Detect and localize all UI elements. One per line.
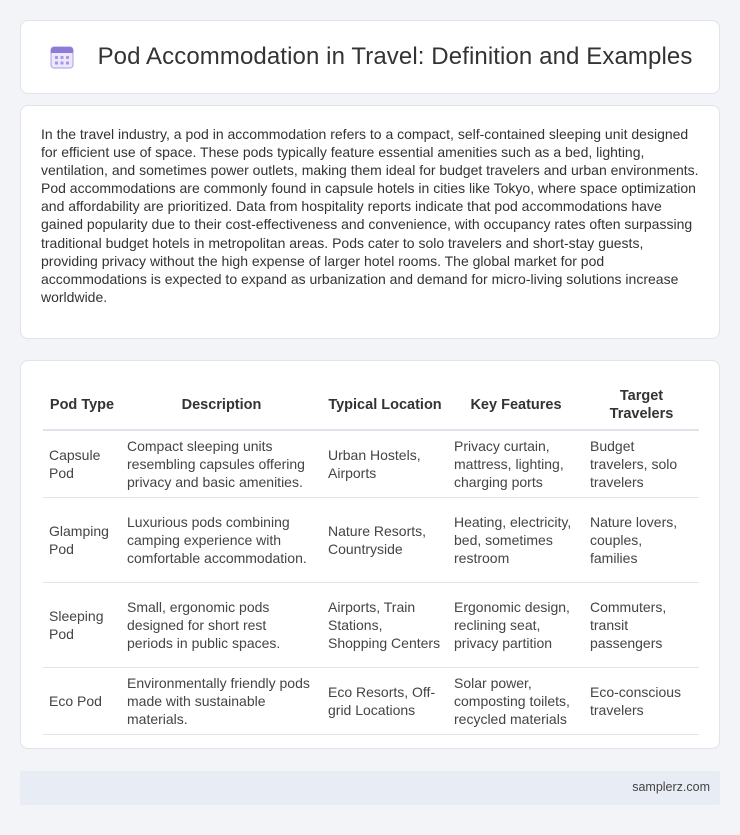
pod-types-table [43, 381, 699, 735]
intro-paragraph: In the travel industry, a pod in accommodation refers to a compact, self-contained sleeping unit designed for efficient use of space. These pods typically feature essential amenities such as a bed, lighting, ventilation, and sometimes power outlets, making them ideal for budget travelers and urban environments. Pod accommodations are commonly found in capsule hotels in cities like Tokyo, where space optimization and affordability are prioritized. Data from hospitality reports indicate that pod accommodations have gained popularity due to their cost-effectiveness and convenience, with occupancy rates often surpassing traditional budget hotels in metropolitan areas. Pods cater to solo travelers and short-stay guests, providing privacy without the high expense of larger hotel rooms. The global market for pod accommodations is expected to expand as urbanization and demand for micro-living solutions increase worldwide. [41, 126, 699, 305]
column-header: Key Features [448, 381, 584, 430]
title-card [20, 20, 720, 94]
table-row [43, 667, 699, 734]
column-header: Typical Location [322, 381, 448, 430]
table-cell: Commuters, transit passengers [584, 582, 699, 667]
table-cell: Airports, Train Stations, Shopping Centers [322, 582, 448, 667]
table-row [43, 430, 699, 497]
calendar-icon [48, 43, 76, 71]
footer-bar [20, 771, 720, 805]
table-cell: Urban Hostels, Airports [322, 430, 448, 497]
table-row [43, 582, 699, 667]
column-header: Pod Type [43, 381, 121, 430]
table-cell: Solar power, composting toilets, recycled materials [448, 667, 584, 734]
table-cell: Heating, electricity, bed, sometimes restroom [448, 497, 584, 582]
table-header-row [43, 381, 699, 430]
table-cell: Eco Resorts, Off-grid Locations [322, 667, 448, 734]
table-cell: Eco Pod [43, 667, 121, 734]
footer-site-link[interactable]: samplerz.com [632, 780, 710, 794]
table-cell: Small, ergonomic pods designed for short rest periods in public spaces. [121, 582, 322, 667]
table-cell: Sleeping Pod [43, 582, 121, 667]
table-cell: Ergonomic design, reclining seat, privacy partition [448, 582, 584, 667]
column-header: Description [121, 381, 322, 430]
table-cell: Environmentally friendly pods made with sustainable materials. [121, 667, 322, 734]
table-cell: Privacy curtain, mattress, lighting, charging ports [448, 430, 584, 497]
table-cell: Eco-conscious travelers [584, 667, 699, 734]
table-cell: Nature Resorts, Countryside [322, 497, 448, 582]
table-cell: Nature lovers, couples, families [584, 497, 699, 582]
table-cell: Luxurious pods combining camping experience with comfortable accommodation. [121, 497, 322, 582]
table-row [43, 497, 699, 582]
intro-card [20, 105, 720, 339]
table-card [20, 360, 720, 749]
table-cell: Compact sleeping units resembling capsules offering privacy and basic amenities. [121, 430, 322, 497]
page-title: Pod Accommodation in Travel: Definition and Examples [97, 43, 693, 70]
table-cell: Budget travelers, solo travelers [584, 430, 699, 497]
table-cell: Capsule Pod [43, 430, 121, 497]
table-cell: Glamping Pod [43, 497, 121, 582]
column-header: Target Travelers [584, 381, 699, 430]
